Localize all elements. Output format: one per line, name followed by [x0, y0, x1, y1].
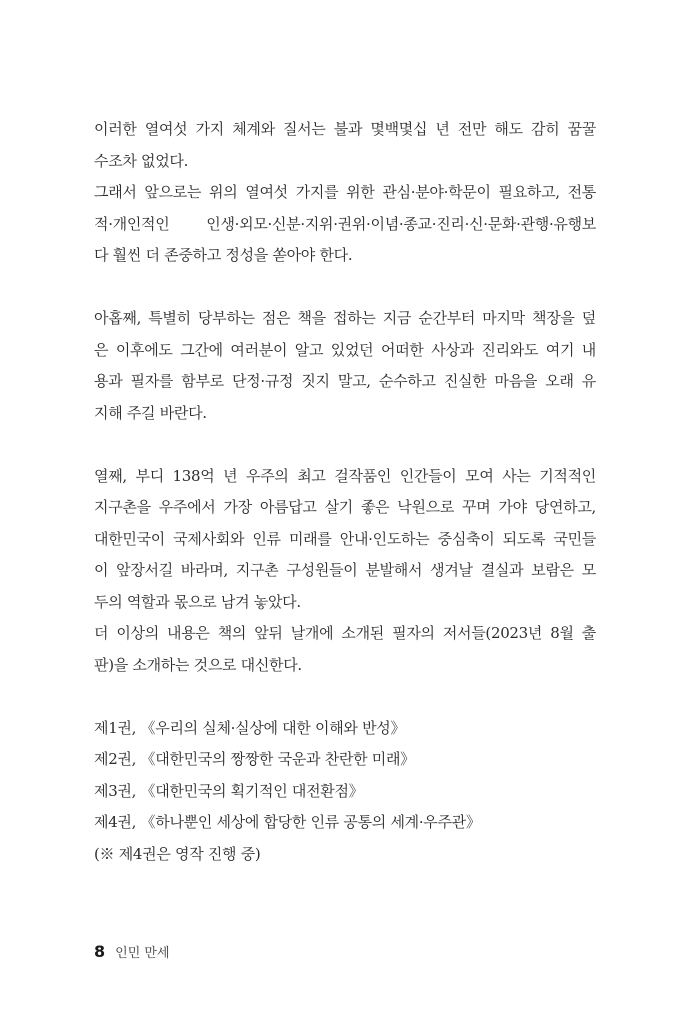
text-line: 두의 역할과 몫으로 남겨 놓았다.	[94, 592, 301, 611]
paragraph-3	[94, 303, 596, 429]
book-list	[94, 713, 596, 871]
text-line: 대한민국이 국제사회와 인류 미래를 안내·인도하는 중심축이 되도록 국민들	[94, 529, 596, 548]
text-line: 그래서 앞으로는 위의 열여섯 가지를 위한 관심·분야·학문이 필요하고, 전통	[94, 183, 596, 201]
book-list-item: 제1권, 《우리의 실체·실상에 대한 이해와 반성》	[94, 718, 406, 737]
text-line: 다 훨씬 더 존중하고 정성을 쏟아야 한다.	[94, 246, 353, 264]
text-line: 적·개인적인 인생·외모·신분·지위·권위·이념·종교·진리·신·문화·관행·유행보	[94, 214, 596, 233]
paragraph-5	[94, 618, 596, 681]
running-title: 인민 만세	[115, 946, 170, 961]
paragraph-2	[94, 177, 596, 272]
text-line: 아홉째, 특별히 당부하는 점은 책을 접하는 지금 순간부터 마지막 책장을 덮	[94, 309, 596, 327]
text-line: 지해 주길 바란다.	[94, 403, 207, 422]
book-list-item: 제2권, 《대한민국의 짱짱한 국운과 찬란한 미래》	[94, 750, 415, 768]
text-line: 지구촌을 우주에서 가장 아름답고 살기 좋은 낙원으로 꾸며 가야 당연하고,	[94, 498, 596, 516]
paragraph-4	[94, 461, 596, 619]
text-line: 판)을 소개하는 것으로 대신한다.	[94, 655, 302, 674]
paragraph-gap	[94, 272, 596, 304]
paragraph-gap	[94, 681, 596, 713]
text-line: 수조차 없었다.	[94, 151, 189, 170]
paragraph-1	[94, 114, 596, 177]
page-body	[94, 114, 596, 870]
text-line: 용과 필자를 함부로 단정·규정 짓지 말고, 순수하고 진실한 마음을 오래 유	[94, 372, 596, 390]
book-list-item: 제3권, 《대한민국의 획기적인 대전환점》	[94, 781, 364, 800]
paragraph-gap	[94, 429, 596, 461]
text-line: 열째, 부디 138억 년 우주의 최고 걸작품인 인간들이 모여 사는 기적적인	[94, 466, 596, 485]
book-list-note: (※ 제4권은 영작 진행 중)	[94, 844, 261, 863]
text-line: 은 이후에도 그간에 여러분이 알고 있었던 어떠한 사상과 진리와도 여기 내	[94, 340, 596, 359]
text-line: 이 앞장서길 바라며, 지구촌 구성원들이 분발해서 생겨날 결실과 보람은 모	[94, 561, 596, 579]
text-line: 더 이상의 내용은 책의 앞뒤 날개에 소개된 필자의 저서들(2023년 8월 출	[94, 624, 596, 642]
text-line: 이러한 열여섯 가지 체계와 질서는 불과 몇백몇십 년 전만 해도 감히 꿈꿀	[94, 120, 596, 138]
book-list-item: 제4권, 《하나뿐인 세상에 합당한 인류 공통의 세계·우주관》	[94, 813, 481, 831]
page-footer	[94, 942, 170, 961]
page-number: 8	[94, 942, 106, 961]
